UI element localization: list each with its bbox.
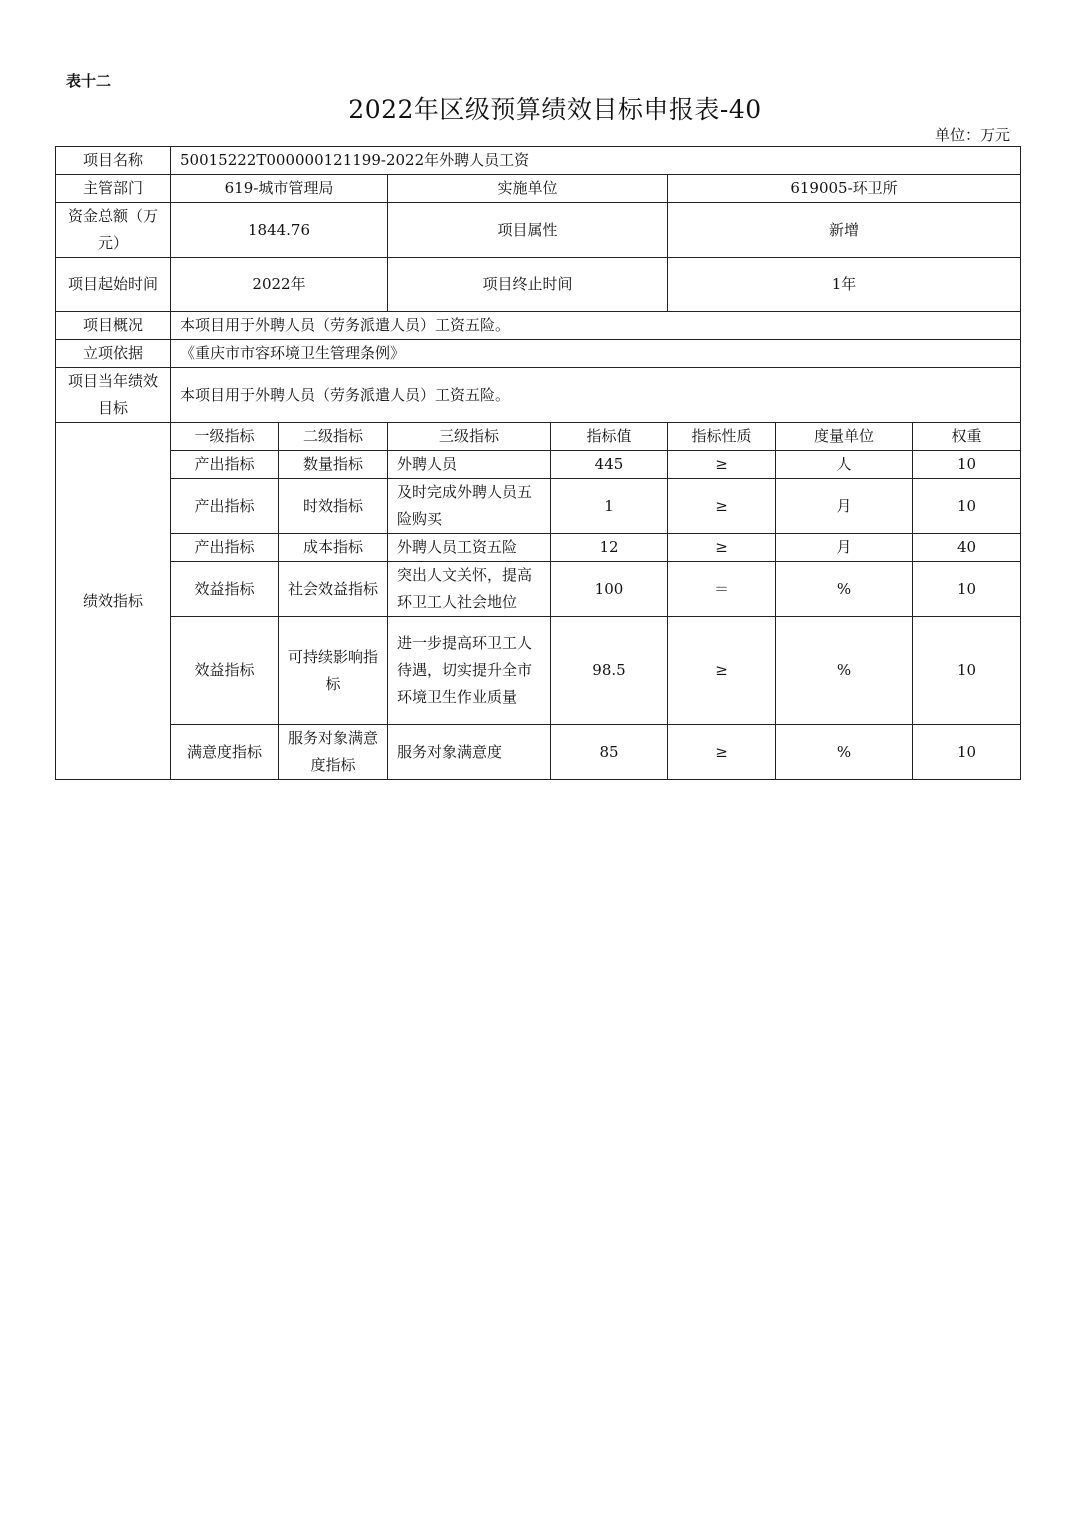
cell: ≥	[668, 451, 776, 479]
table-row	[56, 203, 1021, 258]
col-header: 一级指标	[171, 423, 279, 451]
cell: 1	[551, 479, 668, 534]
cell: ≥	[668, 617, 776, 725]
cell-label: 实施单位	[388, 175, 668, 203]
table-row	[56, 175, 1021, 203]
cell: 产出指标	[171, 451, 279, 479]
cell: ≥	[668, 479, 776, 534]
table-tag: 表十二	[66, 72, 112, 90]
cell: 445	[551, 451, 668, 479]
col-header: 权重	[913, 423, 1021, 451]
cell: 效益指标	[171, 617, 279, 725]
col-header: 指标值	[551, 423, 668, 451]
table-row	[56, 479, 1021, 534]
cell: ＝	[668, 562, 776, 617]
cell: 可持续影响指标	[279, 617, 388, 725]
col-header: 指标性质	[668, 423, 776, 451]
budget-performance-table	[55, 146, 1021, 780]
cell: 85	[551, 725, 668, 780]
cell: 服务对象满意度指标	[279, 725, 388, 780]
cell: 月	[776, 534, 913, 562]
table-row	[56, 725, 1021, 780]
cell-value: 本项目用于外聘人员（劳务派遣人员）工资五险。	[171, 368, 1021, 423]
col-header: 三级指标	[388, 423, 551, 451]
cell: 成本指标	[279, 534, 388, 562]
table-row	[56, 340, 1021, 368]
cell: 数量指标	[279, 451, 388, 479]
cell: 进一步提高环卫工人待遇，切实提升全市环境卫生作业质量	[388, 617, 551, 725]
cell: %	[776, 562, 913, 617]
cell: 10	[913, 562, 1021, 617]
cell: 10	[913, 617, 1021, 725]
cell: 10	[913, 451, 1021, 479]
unit-label: 单位：万元	[934, 126, 1010, 144]
cell: 满意度指标	[171, 725, 279, 780]
cell-label: 主管部门	[56, 175, 171, 203]
cell: %	[776, 617, 913, 725]
cell: %	[776, 725, 913, 780]
table-row	[56, 147, 1021, 175]
cell-label: 项目终止时间	[388, 258, 668, 312]
cell-label: 项目属性	[388, 203, 668, 258]
cell-label: 资金总额（万元）	[56, 203, 171, 258]
page-title: 2022年区级预算绩效目标申报表-40	[348, 95, 762, 124]
cell-label: 项目名称	[56, 147, 171, 175]
cell: 40	[913, 534, 1021, 562]
table-row	[56, 562, 1021, 617]
cell: 效益指标	[171, 562, 279, 617]
cell: 月	[776, 479, 913, 534]
cell: 10	[913, 725, 1021, 780]
cell: ≥	[668, 725, 776, 780]
cell-value: 619005-环卫所	[668, 175, 1021, 203]
cell: 产出指标	[171, 479, 279, 534]
perf-label: 绩效指标	[56, 423, 171, 780]
cell: 人	[776, 451, 913, 479]
cell: 100	[551, 562, 668, 617]
table-row	[56, 423, 1021, 451]
cell-label: 项目当年绩效目标	[56, 368, 171, 423]
cell: 外聘人员	[388, 451, 551, 479]
col-header: 二级指标	[279, 423, 388, 451]
table-row	[56, 617, 1021, 725]
cell: ≥	[668, 534, 776, 562]
cell-value: 2022年	[171, 258, 388, 312]
cell-value: 50015222T000000121199-2022年外聘人员工资	[171, 147, 1021, 175]
cell-label: 项目概况	[56, 312, 171, 340]
col-header: 度量单位	[776, 423, 913, 451]
cell: 10	[913, 479, 1021, 534]
cell: 12	[551, 534, 668, 562]
cell-value: 1年	[668, 258, 1021, 312]
cell: 服务对象满意度	[388, 725, 551, 780]
cell-value: 619-城市管理局	[171, 175, 388, 203]
table-row	[56, 312, 1021, 340]
cell-value: 《重庆市市容环境卫生管理条例》	[171, 340, 1021, 368]
cell-value: 1844.76	[171, 203, 388, 258]
cell-value: 本项目用于外聘人员（劳务派遣人员）工资五险。	[171, 312, 1021, 340]
cell: 突出人文关怀，提高环卫工人社会地位	[388, 562, 551, 617]
cell-label: 立项依据	[56, 340, 171, 368]
table-row	[56, 258, 1021, 312]
cell: 外聘人员工资五险	[388, 534, 551, 562]
table-row	[56, 368, 1021, 423]
cell: 产出指标	[171, 534, 279, 562]
cell: 社会效益指标	[279, 562, 388, 617]
cell: 98.5	[551, 617, 668, 725]
cell-label: 项目起始时间	[56, 258, 171, 312]
table-row	[56, 534, 1021, 562]
table-row	[56, 451, 1021, 479]
cell-value: 新增	[668, 203, 1021, 258]
cell: 及时完成外聘人员五险购买	[388, 479, 551, 534]
cell: 时效指标	[279, 479, 388, 534]
